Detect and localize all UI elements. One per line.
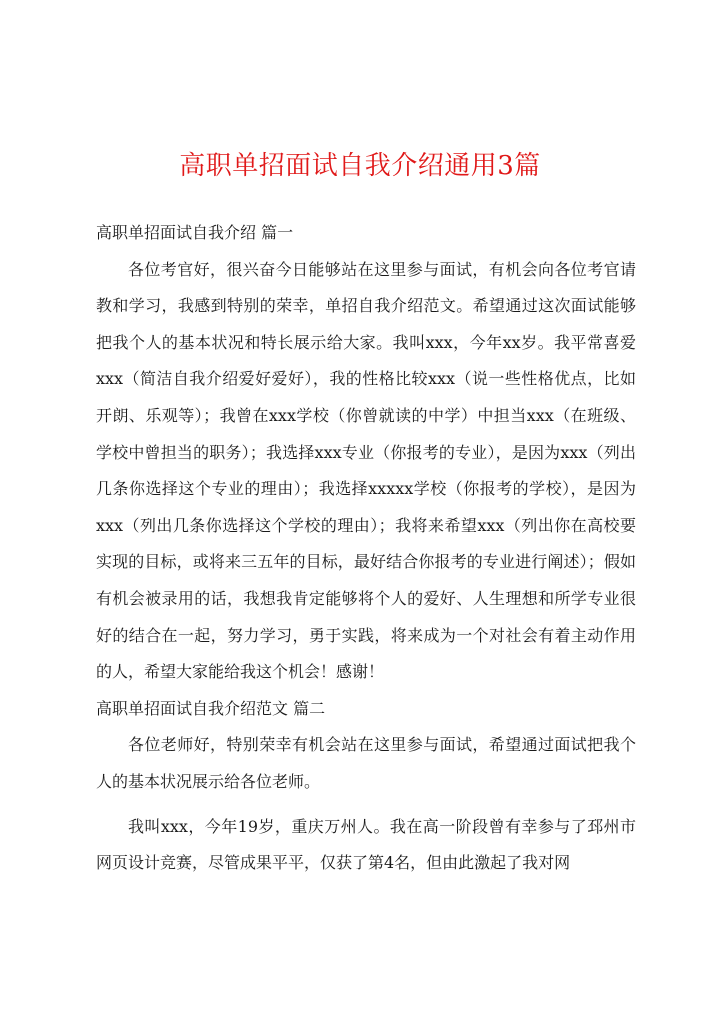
paragraph: 我叫xxx，今年19岁，重庆万州人。我在高一阶段曾有幸参与了邳州市网页设计竞赛，尽管成果平平，仅获了第4名，但由此激起了我对网 xyxy=(96,816,636,873)
document-body xyxy=(96,215,636,882)
paragraph: 各位考官好，很兴奋今日能够站在这里参与面试，有机会向各位考官请教和学习，我感到特别的荣幸，单招自我介绍范文。希望通过这次面试能够把我个人的基本状况和特长展示给大家。我叫xxx，今年xx岁。我平常喜爱xxx（简洁自我介绍爱好爱好），我的性格比较xxx（说一些性格优点，比如开朗、乐观等）；我曾在xxx学校（你曾就读的中学）中担当xxx（在班级、学校中曾担当的职务）；我选择xxx专业（你报考的专业），是因为xxx（列出几条你选择这个专业的理由）；我选择xxxxx学校（你报考的学校），是因为xxx（列出几条你选择这个学校的理由）；我将来希望xxx（列出你在高校要实现的目标，或将来三五年的目标，最好结合你报考的专业进行阐述）；假如有机会被录用的话，我想我肯定能够将个人的爱好、人生理想和所学专业很好的结合在一起，努力学习，勇于实践，将来成为一个对社会有着主动作用的人，希望大家能给我这个机会！感谢！ xyxy=(96,259,636,682)
document-title: 高职单招面试自我介绍通用3篇 xyxy=(179,151,541,181)
section-heading: 高职单招面试自我介绍 篇一 xyxy=(96,223,294,242)
paragraph: 各位老师好，特别荣幸有机会站在这里参与面试，希望通过面试把我个人的基本状况展示给各位老师。 xyxy=(96,735,636,791)
section-heading: 高职单招面试自我介绍范文 篇二 xyxy=(96,698,326,718)
